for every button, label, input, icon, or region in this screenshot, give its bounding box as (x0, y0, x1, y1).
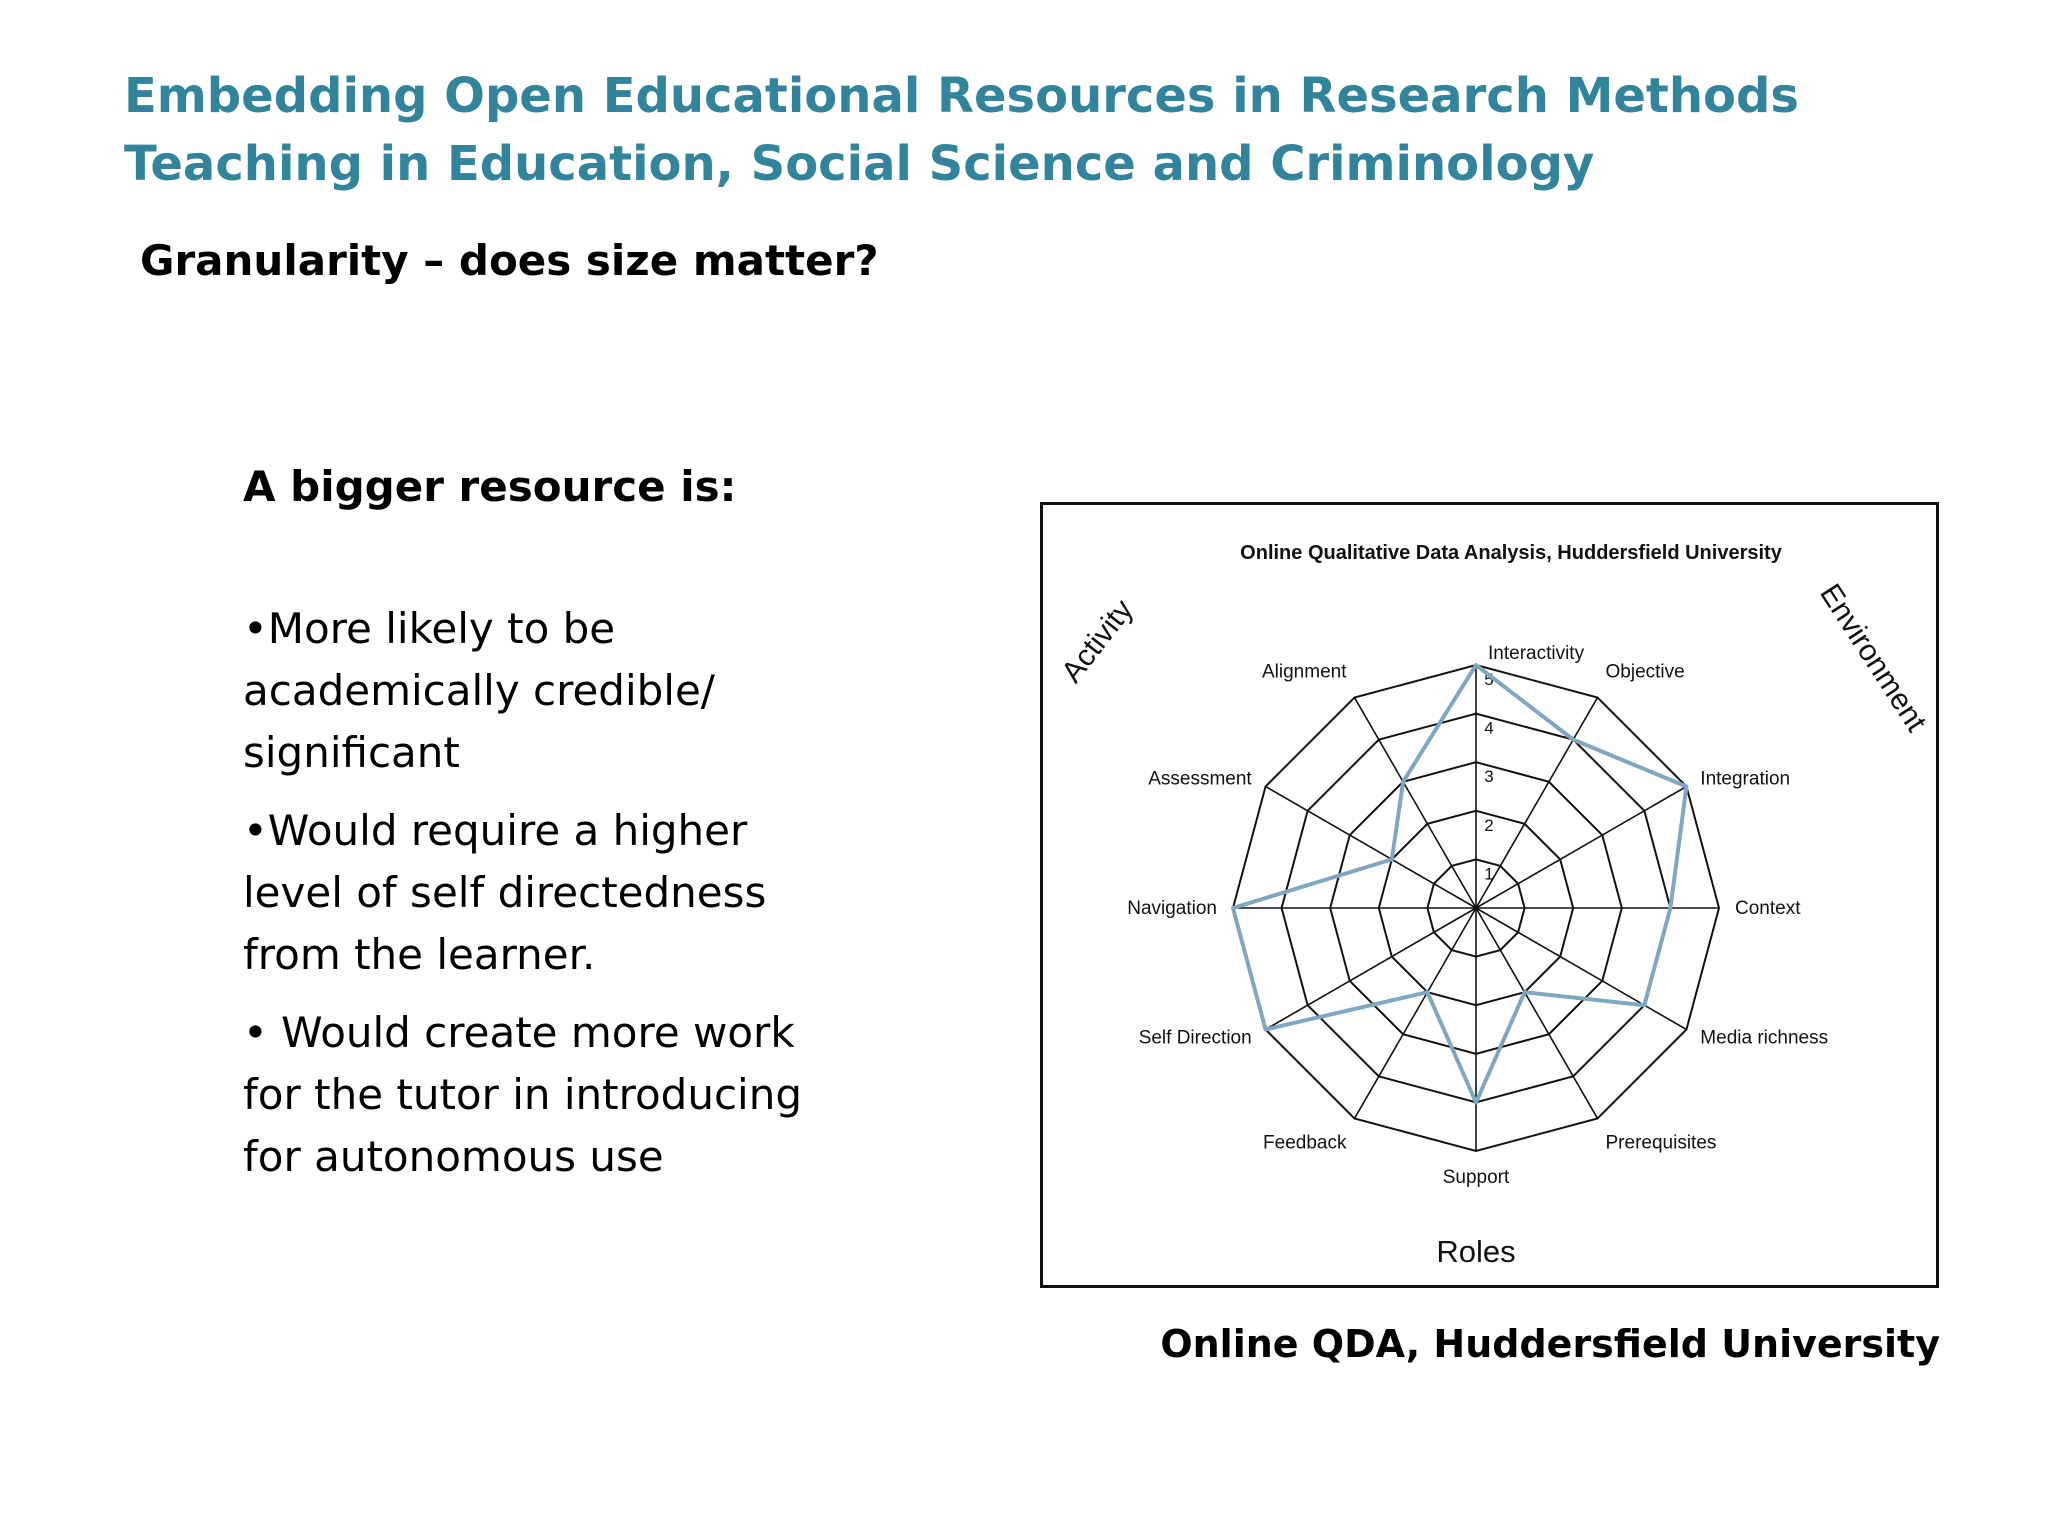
radar-scale-label: 4 (1484, 718, 1494, 738)
radar-axis-label: Alignment (1262, 661, 1347, 683)
bullet-list (243, 598, 803, 1204)
bullet-item: • Would create more work for the tutor in introducing for autonomous use (243, 1008, 803, 1181)
radar-axis-labels (1127, 643, 1828, 1188)
radar-chart (1043, 505, 1936, 1285)
radar-series (1233, 665, 1687, 1103)
slide-subtitle: Granularity – does size matter? (140, 236, 879, 285)
radar-series-line (1233, 665, 1686, 1102)
radar-axis-label: Navigation (1127, 898, 1217, 919)
radar-axis-label: Integration (1700, 768, 1791, 790)
radar-scale-label: 2 (1484, 815, 1494, 835)
radar-axis-label: Context (1735, 898, 1801, 919)
radar-axis-label: Assessment (1148, 768, 1252, 790)
radar-axis-label: Self Direction (1138, 1027, 1252, 1049)
group-label-roles: Roles (1436, 1234, 1516, 1269)
bullet-item: •More likely to be academically credible/ significant (243, 604, 715, 777)
chart-caption: Online QDA, Huddersfield University (1160, 1322, 1940, 1366)
radar-axis-label: Media richness (1700, 1027, 1829, 1049)
group-label-activity: Activity (1055, 593, 1140, 689)
slide-title: Embedding Open Educational Resources in Research Methods Teaching in Education, Social Science and Criminology (124, 68, 1799, 192)
list-heading: A bigger resource is: (243, 462, 737, 511)
radar-axis-label: Feedback (1263, 1132, 1347, 1154)
radar-axis-label: Interactivity (1488, 643, 1585, 664)
group-label-environment: Environment (1813, 578, 1933, 738)
radar-scale-label: 1 (1484, 864, 1494, 884)
chart-title: Online Qualitative Data Analysis, Huddersfield University (1240, 542, 1782, 564)
radar-scale-label: 3 (1484, 767, 1494, 787)
radar-axis-label: Support (1442, 1167, 1510, 1188)
radar-axis-label: Objective (1605, 661, 1685, 683)
radar-scale-label: 5 (1484, 670, 1494, 689)
radar-chart-frame (1040, 502, 1939, 1288)
bullet-item: •Would require a higher level of self directedness from the learner. (243, 806, 767, 979)
radar-grid (1233, 665, 1719, 1154)
radar-axis-label: Prerequisites (1605, 1132, 1717, 1154)
